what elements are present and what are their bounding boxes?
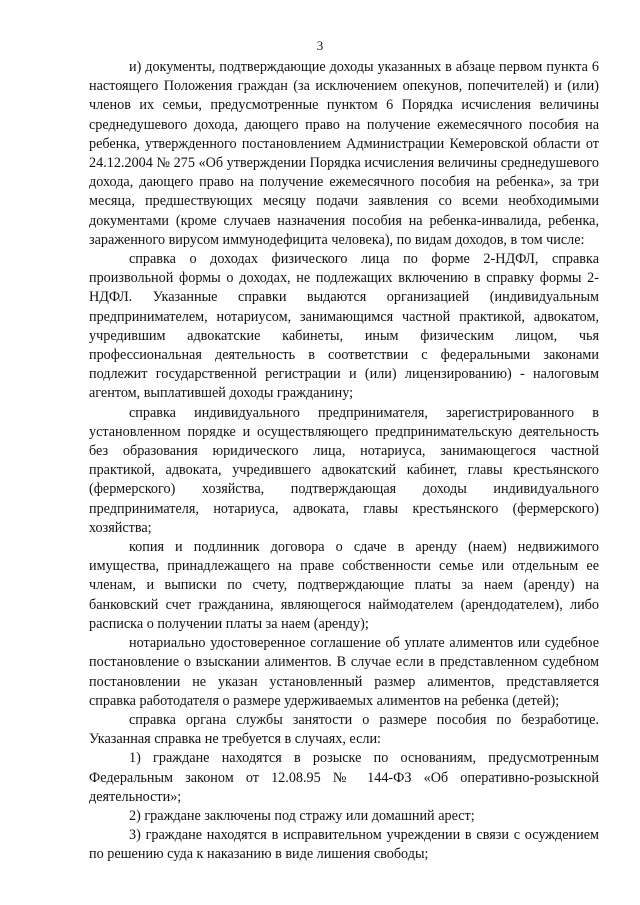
paragraph-case-imprisonment: 3) граждане находятся в исправительном учреждении в связи с осуждением по решению суда к наказанию в виде лишения свободы; <box>89 827 599 863</box>
paragraph-entrepreneur-certificate: справка индивидуального предпринимателя, зарегистрированного в установленном порядке и осуществляющего предпринимательскую деятельность без образования юридического лица, нотариуса, занимающегося частной практикой, адвоката, учредившего адвокатский кабинет, главы крестьянского (фермерского) хозяйства, подтверждающая доходы индивидуального предпринимателя, нотариуса, адвоката, главы крестьянского (фермерского) хозяйства; <box>89 404 599 536</box>
paragraph-alimony-agreement: нотариально удостоверенное соглашение об уплате алиментов или судебное постановление о взыскании алиментов. В случае если в представленном судебном постановлении не указан установленный размер алиментов, представляется справка работодателя о размере удерживаемых алиментов на ребенка (детей); <box>89 635 599 709</box>
paragraph-case-custody: 2) граждане заключены под стражу или домашний арест; <box>129 807 475 824</box>
paragraph-case-wanted: 1) граждане находятся в розыске по основаниям, предусмотренным Федеральным законом от 12.08.95 № 144-ФЗ «Об оперативно-розыскной деятельности»; <box>89 750 599 805</box>
document-body <box>89 58 599 865</box>
paragraph-lease-contract: копия и подлинник договора о сдаче в аренду (наем) недвижимого имущества, принадлежащего на праве собственности семье или отдельным ее членам, и выписки по счету, подтверждающие платы за наем (аренду) на банковский счет гражданина, являющегося наймодателем (арендодателем), либо расписка о получении платы за наем (аренду); <box>89 539 599 632</box>
paragraph-2ndfl-certificate: справка о доходах физического лица по форме 2-НДФЛ, справка произвольной формы о доходах, не подлежащих включению в справку формы 2-НДФЛ. Указанные справки выдаются организацией (индивидуальным предпринимателем, нотариусом, занимающимся частной практикой, адвокатом, учредившим адвокатские кабинеты, иным физическим лицом, чья профессиональная деятельность в соответствии с федеральными законами подлежит государственной регистрации и (или) лицензированию) - налоговым агентом, выплатившей доходы гражданину; <box>89 251 599 402</box>
paragraph-income-documents: и) документы, подтверждающие доходы указанных в абзаце первом пункта 6 настоящего Положения граждан (за исключением опекунов, попечителей) и (или) членов их семьи, предусмотренные пунктом 6 Порядка исчисления величины среднедушевого дохода, дающего право на получение ежемесячного пособия на ребенка, утвержденного постановлением Администрации Кемеровской области от 24.12.2004 № 275 «Об утверждении Порядка исчисления величины среднедушевого дохода, дающего право на получение ежемесячного пособия на ребенка», за три месяца, предшествующих месяцу подачи заявления со всеми необходимыми документами (кроме случаев назначения пособия на ребенка-инвалида, ребенка, зараженного вирусом иммунодефицита человека), по видам доходов, в том числе: <box>89 59 599 248</box>
page-number: 3 <box>316 38 324 53</box>
paragraph-unemployment-certificate: справка органа службы занятости о размере пособия по безработице. Указанная справка не требуется в случаях, если: <box>89 711 599 748</box>
